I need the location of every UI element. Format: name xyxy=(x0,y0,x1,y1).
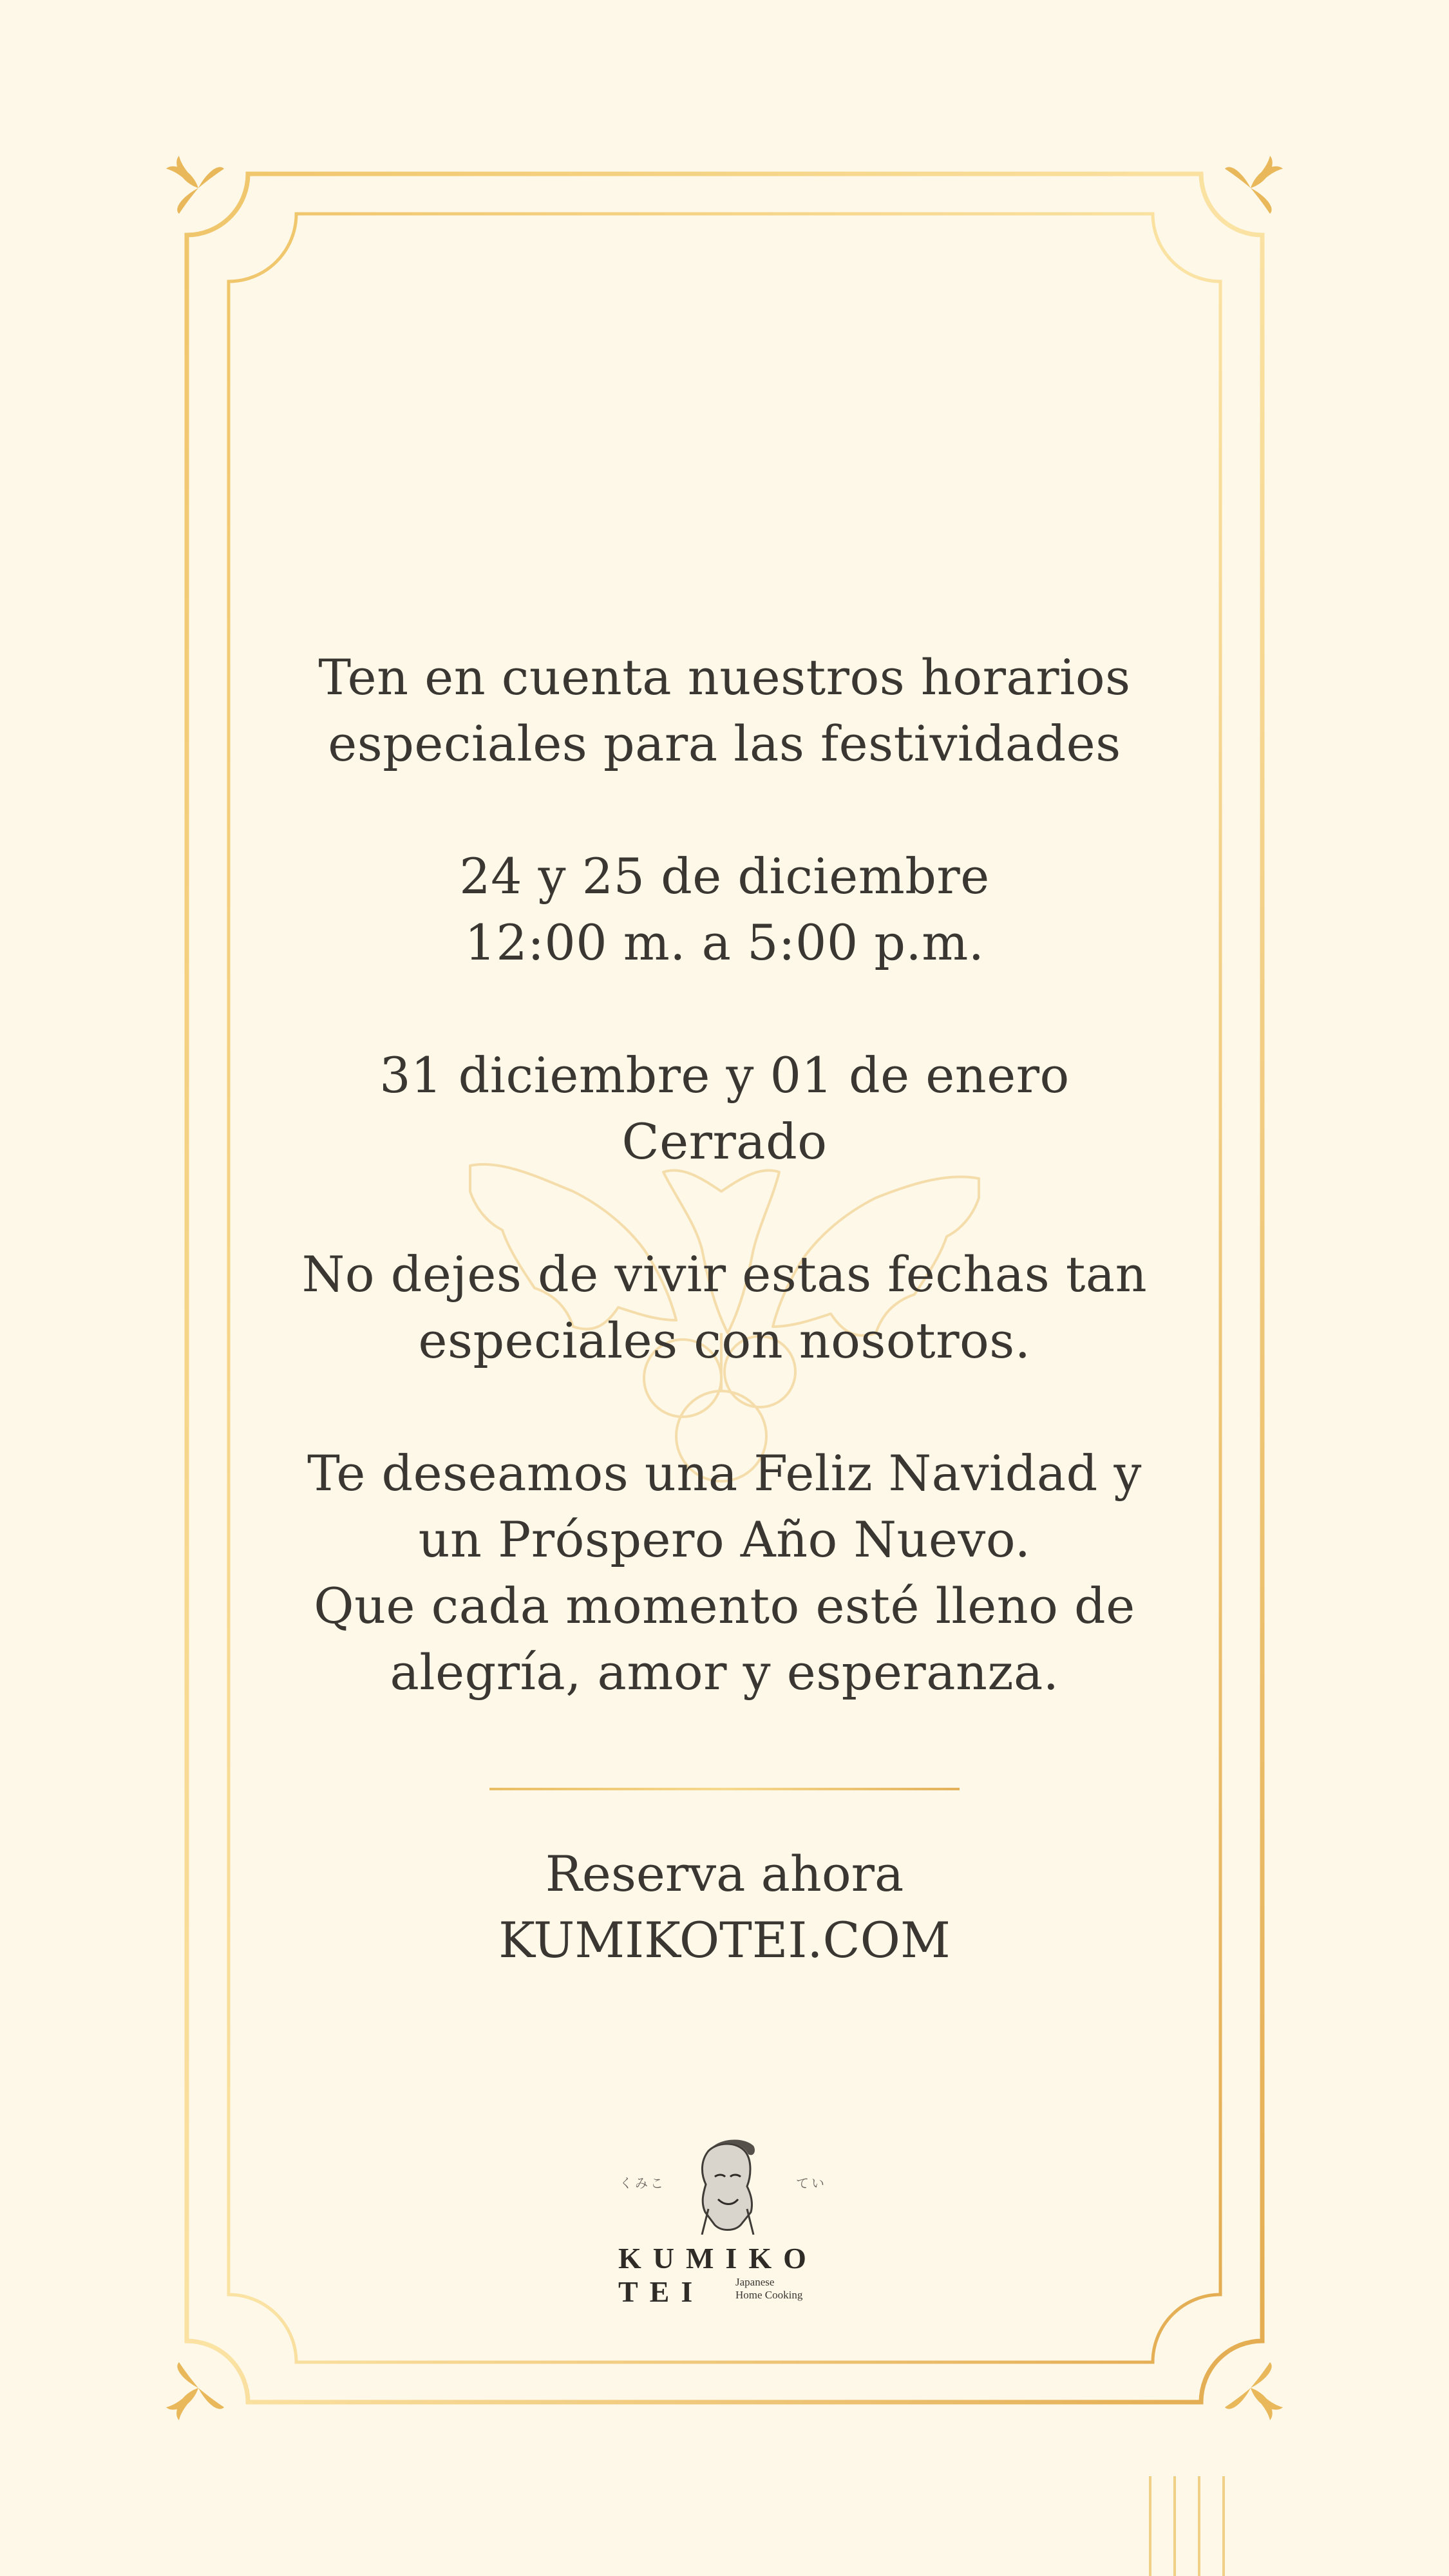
tagline-line: Japanese xyxy=(735,2276,775,2288)
corner-ornament-icon xyxy=(166,156,224,214)
schedule-christmas xyxy=(213,843,1236,976)
corner-ornament-icon xyxy=(1225,156,1283,214)
invite-line: especiales con nosotros. xyxy=(418,1312,1031,1369)
schedule-dates: 31 diciembre y 01 de enero xyxy=(379,1046,1070,1104)
intro-line: especiales para las festividades xyxy=(328,715,1121,772)
schedule-new-year xyxy=(213,1042,1236,1175)
brand-name-line2: TEI xyxy=(618,2275,705,2308)
wishes-line: Te deseamos una Feliz Navidad y xyxy=(307,1444,1142,1502)
intro-line: Ten en cuenta nuestros horarios xyxy=(318,649,1131,706)
corner-ornament-icon xyxy=(166,2362,224,2420)
decorative-stripes xyxy=(1146,2476,1249,2576)
kumiko-tei-logo xyxy=(612,2138,837,2318)
invite-text xyxy=(213,1241,1236,1374)
logo-kana-right: てい xyxy=(796,2175,827,2191)
corner-ornament-icon xyxy=(1225,2362,1283,2420)
reserve-label: Reserva ahora xyxy=(545,1845,904,1902)
wishes-text xyxy=(213,1440,1236,1705)
wishes-line: Que cada momento esté lleno de xyxy=(314,1577,1135,1634)
wishes-line: alegría, amor y esperanza. xyxy=(390,1643,1059,1701)
intro-text xyxy=(213,644,1236,777)
holiday-message xyxy=(213,644,1236,1705)
website-link[interactable]: KUMIKOTEI.COM xyxy=(498,1911,951,1969)
gold-divider xyxy=(489,1788,960,1790)
schedule-hours: 12:00 m. a 5:00 p.m. xyxy=(464,914,985,971)
wishes-line: un Próspero Año Nuevo. xyxy=(418,1511,1031,1568)
brand-tagline xyxy=(735,2276,802,2302)
brand-name-line1: KUMIKO xyxy=(618,2242,818,2275)
invite-line: No dejes de vivir estas fechas tan xyxy=(301,1245,1148,1303)
chef-portrait-icon xyxy=(689,2138,760,2235)
tagline-line: Home Cooking xyxy=(735,2289,803,2301)
schedule-status: Cerrado xyxy=(621,1113,828,1170)
schedule-dates: 24 y 25 de diciembre xyxy=(459,848,990,905)
logo-kana-left: くみこ xyxy=(620,2175,666,2191)
reservation-cta xyxy=(213,1841,1236,1973)
